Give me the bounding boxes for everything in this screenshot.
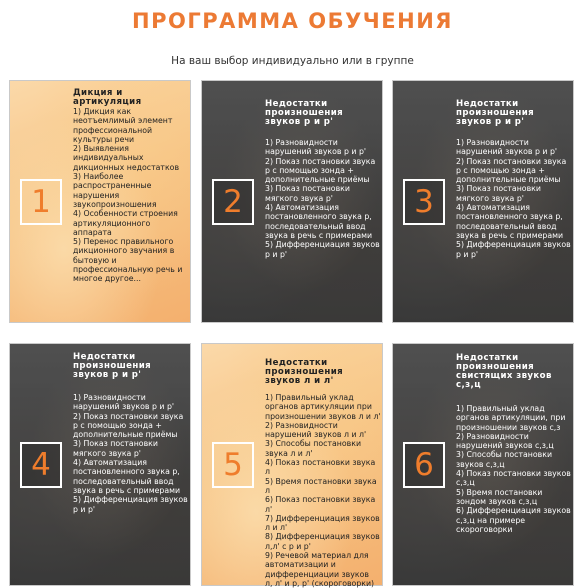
program-card-4[interactable] <box>9 343 191 586</box>
card-number-box <box>212 442 254 488</box>
card-number-box <box>20 179 62 225</box>
card-title: Недостатки произношения звуков л и л' <box>265 358 344 386</box>
card-number: 1 <box>31 183 51 220</box>
card-title: Недостатки произношения звуков р и р' <box>456 99 535 127</box>
card-title: Недостатки произношения звуков р и р' <box>73 352 152 380</box>
card-number-box <box>403 442 445 488</box>
card-number-box <box>212 179 254 225</box>
card-number: 6 <box>414 446 434 483</box>
card-title: Дикция и артикуляция <box>73 88 142 107</box>
card-number: 3 <box>414 183 434 220</box>
card-body: 1) Разновидности нарушений звуков р и р' 2) Показ постановки звука р с помощью зонда + дополнительные приёмы 3) Показ постановки мягкого звука р' 4) Автоматизация постановленного звука р, последовательный ввод звука в речь с примерами 5) Дифференциация звуков р и р' <box>456 138 571 259</box>
card-title: Недостатки произношения свистящих звуков с,з,ц <box>456 353 552 390</box>
page-title: ПРОГРАММА ОБУЧЕНИЯ <box>132 9 453 33</box>
card-number-box <box>403 179 445 225</box>
card-body: 1) Правильный уклад органов артикуляции, при произношении звуков с,з 2) Разновидности нарушений звуков с,з,ц 3) Способы постановки звуков с,з,ц 4) Показ постановки звуков с,з,ц 5) Время постановки зондом звуков с,з,ц 6) Дифференциация звуков с,з,ц на примере скороговорки <box>456 404 571 534</box>
program-card-1[interactable] <box>9 80 191 323</box>
card-title: Недостатки произношения звуков р и р' <box>265 99 344 127</box>
card-body: 1) Правильный уклад органов артикуляции при произношении звуков л и л' 2) Разновидности нарушений звуков л и л' 3) Способы постановки звука л и л' 4) Показ постановки звука л 5) Время постановки звука л 6) Показ постановки звука л' 7) Дифференциация звуков л и л' 8) Дифференциация звуков л,л' с р и р' 9) Речевой материал для автоматизации и дифференциации звуков л, л' и р, р' (скороговорки) <box>265 393 381 588</box>
card-number: 4 <box>31 446 51 483</box>
program-card-5[interactable] <box>201 343 383 586</box>
program-card-3[interactable] <box>392 80 574 323</box>
card-number-box <box>20 442 62 488</box>
card-number: 2 <box>223 183 243 220</box>
card-body: 1) Дикция как неотъемлимый элемент профессиональной культуры речи 2) Выявления индивидуальных дикционных недостатков 3) Наиболее распространенные нарушения звукопроизношения 4) Особенности строения артикуляционного аппарата 5) Перенос правильного дикционного звучания в бытовую и профессиональную речь и многое другое... <box>73 107 183 284</box>
program-card-2[interactable] <box>201 80 383 323</box>
card-body: 1) Разновидности нарушений звуков р и р' 2) Показ постановки звука р с помощью зонда + дополнительные приёмы 3) Показ постановки мягкого звука р' 4) Автоматизация постановленного звука р, последовательный ввод звука в речь с примерами 5) Дифференциация звуков р и р' <box>73 393 188 514</box>
card-number: 5 <box>223 446 243 483</box>
page-subtitle: На ваш выбор индивидуально или в группе <box>171 55 414 67</box>
card-body: 1) Разновидности нарушений звуков р и р' 2) Показ постановки звука р с помощью зонда + дополнительные приёмы 3) Показ постановки мягкого звука р' 4) Автоматизация постановленного звука р, последовательный ввод звука в речь с примерами 5) Дифференциация звуков р и р' <box>265 138 380 259</box>
program-card-6[interactable] <box>392 343 574 586</box>
